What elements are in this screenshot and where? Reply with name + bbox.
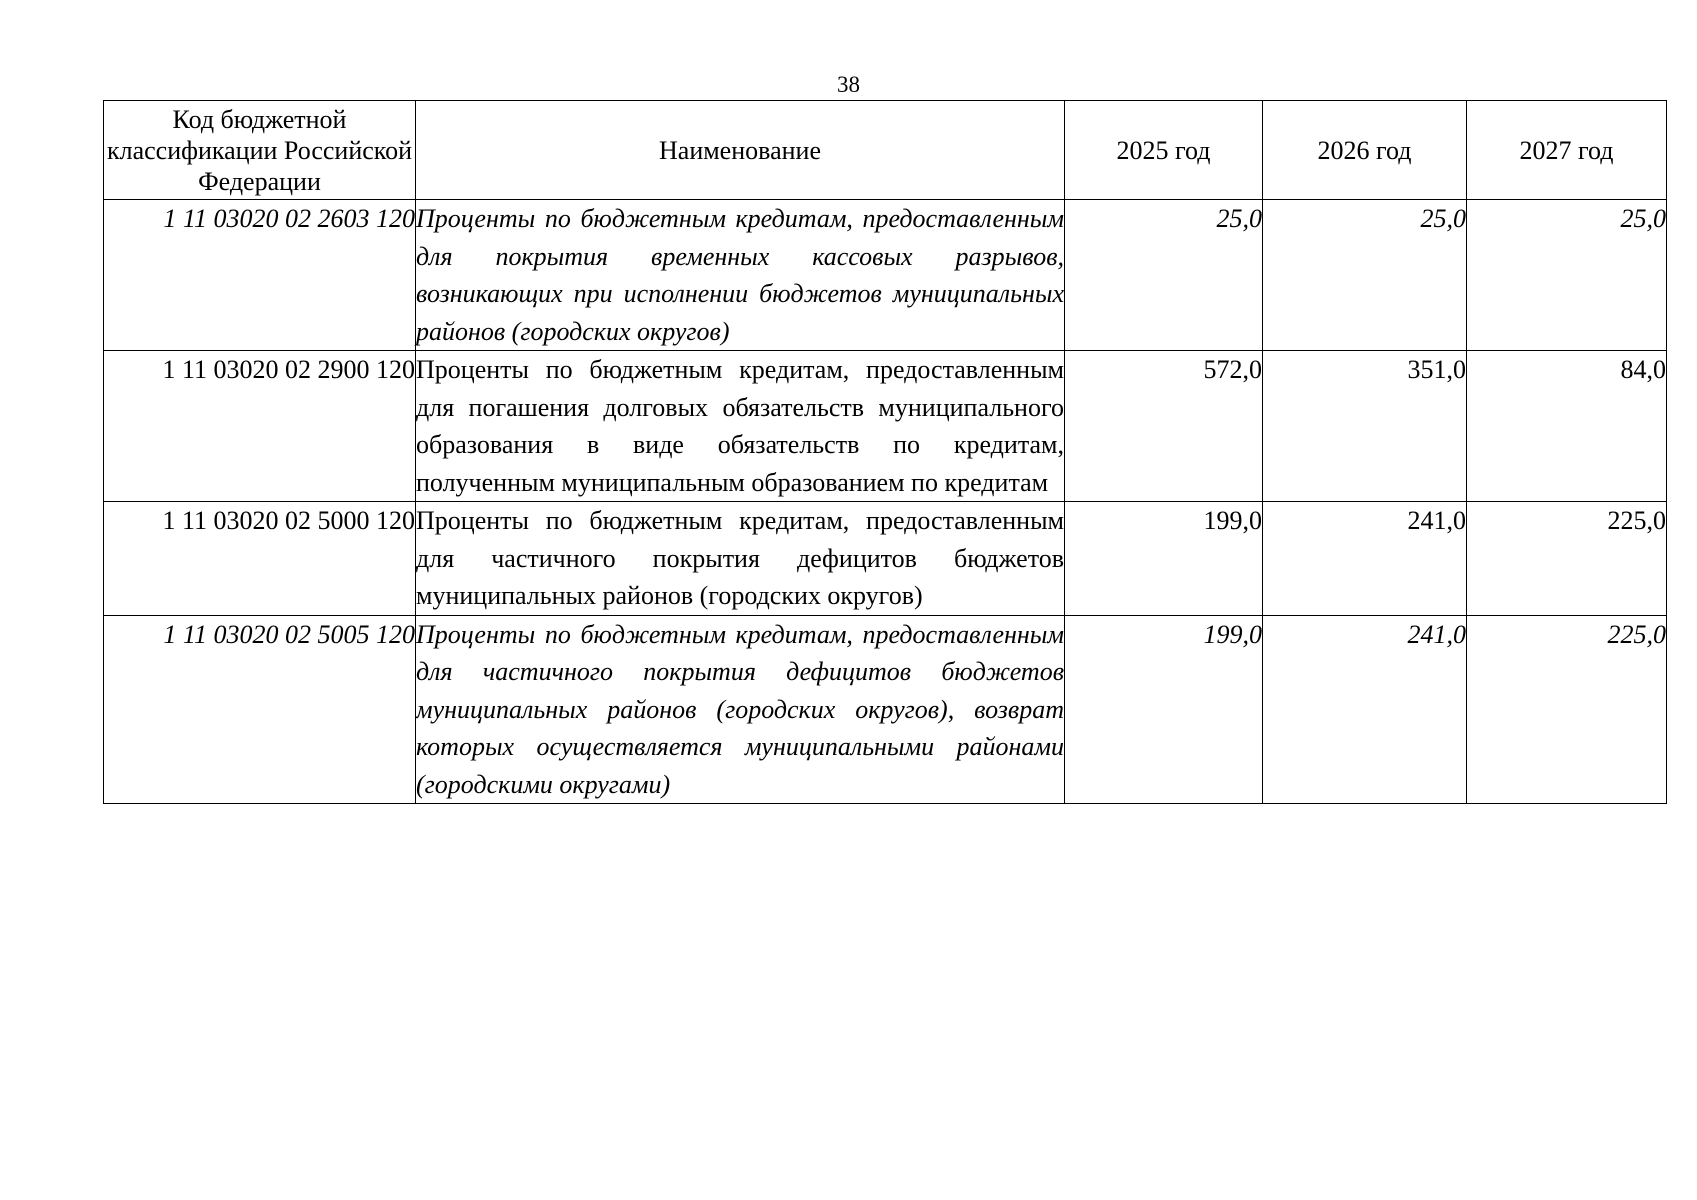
table-row <box>104 351 1667 502</box>
header-name: Наименование <box>416 101 1065 200</box>
value-2025-cell: 572,0 <box>1065 351 1263 502</box>
value-2025-cell: 25,0 <box>1065 200 1263 351</box>
value-2027-cell: 225,0 <box>1467 615 1667 804</box>
page-number: 38 <box>837 72 860 97</box>
value-2026-cell: 351,0 <box>1263 351 1467 502</box>
value-2027-cell: 25,0 <box>1467 200 1667 351</box>
item-name-cell: Проценты по бюджетным кредитам, предоставленным для покрытия временных кассовых разрывов, возникающих при исполнении бюджетов муниципальных районов (городских округов) <box>416 200 1065 351</box>
table-row <box>104 200 1667 351</box>
value-2025-cell: 199,0 <box>1065 502 1263 616</box>
item-name-cell: Проценты по бюджетным кредитам, предоставленным для погашения долговых обязательств муниципального образования в виде обязательств по кредитам, полученным муниципальным образованием по кредитам <box>416 351 1065 502</box>
budget-code-cell: 1 11 03020 02 2900 120 <box>104 351 416 502</box>
header-2026: 2026 год <box>1263 101 1467 200</box>
table-header <box>104 101 1667 200</box>
header-2027: 2027 год <box>1467 101 1667 200</box>
header-2025: 2025 год <box>1065 101 1263 200</box>
budget-code-cell: 1 11 03020 02 5000 120 <box>104 502 416 616</box>
budget-code-cell: 1 11 03020 02 2603 120 <box>104 200 416 351</box>
budget-code-cell: 1 11 03020 02 5005 120 <box>104 615 416 804</box>
table-row <box>104 502 1667 616</box>
value-2027-cell: 225,0 <box>1467 502 1667 616</box>
value-2026-cell: 241,0 <box>1263 502 1467 616</box>
header-row <box>104 101 1667 200</box>
item-name-cell: Проценты по бюджетным кредитам, предоставленным для частичного покрытия дефицитов бюджетов муниципальных районов (городских округов), возврат которых осуществляется муниципальными районами (городскими округами) <box>416 615 1065 804</box>
value-2026-cell: 25,0 <box>1263 200 1467 351</box>
value-2026-cell: 241,0 <box>1263 615 1467 804</box>
header-code: Код бюджетной классификации Российской Федерации <box>104 101 416 200</box>
item-name-cell: Проценты по бюджетным кредитам, предоставленным для частичного покрытия дефицитов бюджетов муниципальных районов (городских округов) <box>416 502 1065 616</box>
value-2025-cell: 199,0 <box>1065 615 1263 804</box>
table-row <box>104 615 1667 804</box>
table-body <box>104 200 1667 804</box>
value-2027-cell: 84,0 <box>1467 351 1667 502</box>
budget-revenue-table <box>103 100 1667 804</box>
